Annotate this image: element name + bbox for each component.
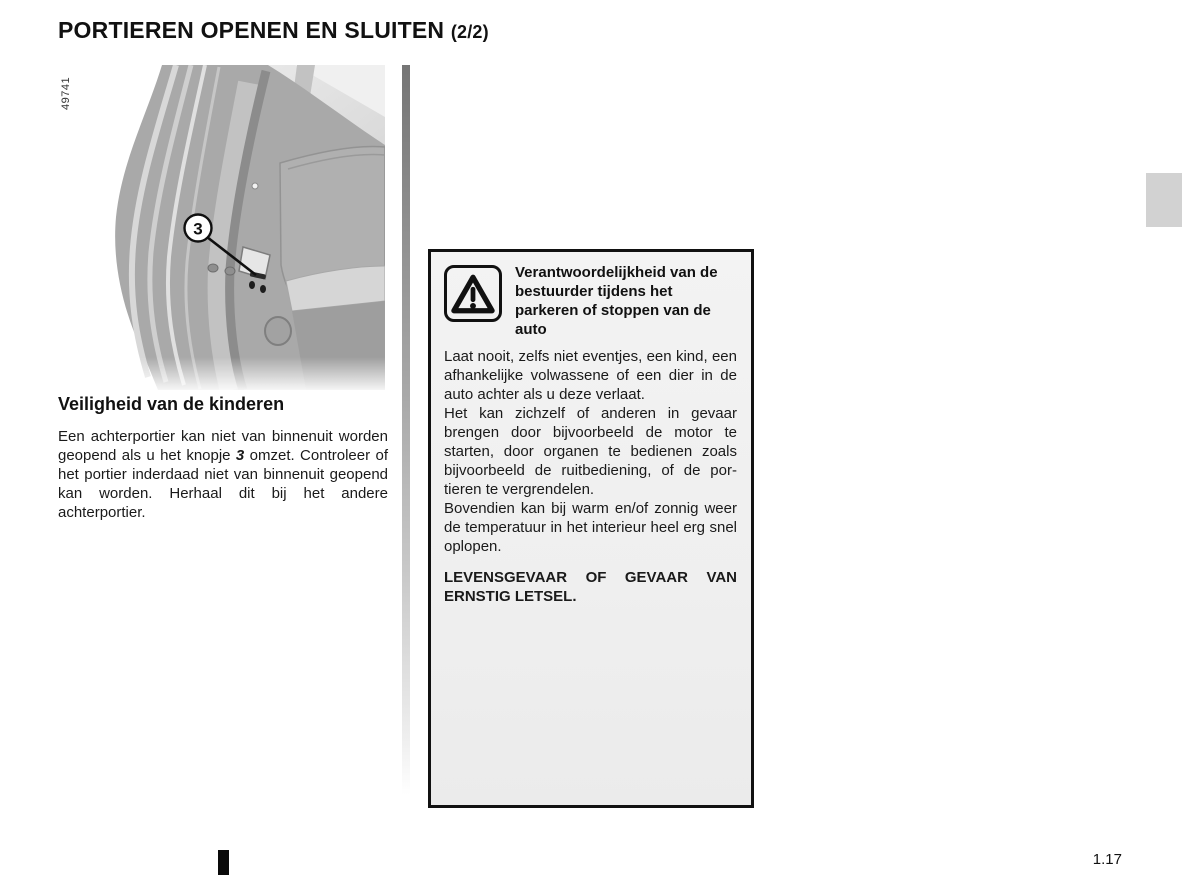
rubber-stopper	[265, 317, 291, 345]
paragraph-text: omzet. Controleer of het portier inderdaad niet van binnenuit geopend kan worden. Herhaal dit bij het andere achterportier.	[58, 447, 388, 521]
figure-code: 49741	[60, 76, 72, 110]
page-indicator: (2/2)	[450, 22, 489, 42]
callout-label: 3	[193, 219, 203, 239]
warning-paragraph: Laat nooit, zelfs niet eventjes, een kind, een afhankelijke volwassene of een dier in de auto achter als u deze verlaat.	[444, 348, 737, 403]
warning-triangle-icon	[444, 265, 502, 322]
latch-screw	[208, 264, 218, 272]
paragraph-text: Een achterportier kan niet van binnenuit worden geopend als u het knopje	[58, 428, 388, 464]
warning-paragraph: Bovendien kan bij warm en/of zonnig weer de temperatuur in het interieur heel erg snel oplopen.	[444, 500, 737, 555]
page-number: 1.17	[1092, 851, 1122, 868]
page-title	[58, 17, 489, 44]
warning-body	[444, 347, 737, 606]
warning-triangle-glyph	[450, 273, 496, 315]
door-illustration	[100, 65, 385, 390]
warning-title: Verantwoordelijkheid van de bestuurder tijdens het parkeren of stoppen van de auto	[515, 264, 718, 338]
warning-emphasis: LEVENSGEVAAR OF GEVAAR VAN ERNSTIG LETSEL.	[444, 569, 737, 605]
warning-box	[428, 249, 754, 808]
latch-pin	[260, 285, 266, 293]
chapter-edge-tab	[1146, 173, 1182, 227]
screw-dot	[252, 183, 258, 189]
latch-screw	[225, 267, 235, 275]
door-illustration-svg	[100, 65, 385, 390]
section-heading: Veiligheid van de kinderen	[58, 394, 285, 414]
column-divider	[402, 65, 410, 795]
warning-header	[444, 263, 737, 339]
section-index-marker	[218, 850, 229, 875]
section-paragraph	[58, 427, 388, 522]
latch-pin	[249, 281, 255, 289]
warning-paragraph: Het kan zichzelf of anderen in gevaar brengen door bijvoorbeeld de motor te starten, door organen te bedienen zoals bijvoorbeeld de ruitbediening, of de portieren te vergrendelen.	[444, 405, 737, 498]
child-safety-section	[58, 394, 388, 522]
callout-reference: 3	[235, 447, 245, 464]
page-title-text: PORTIEREN OPENEN EN SLUITEN	[58, 17, 445, 43]
figure-fade	[100, 357, 385, 390]
